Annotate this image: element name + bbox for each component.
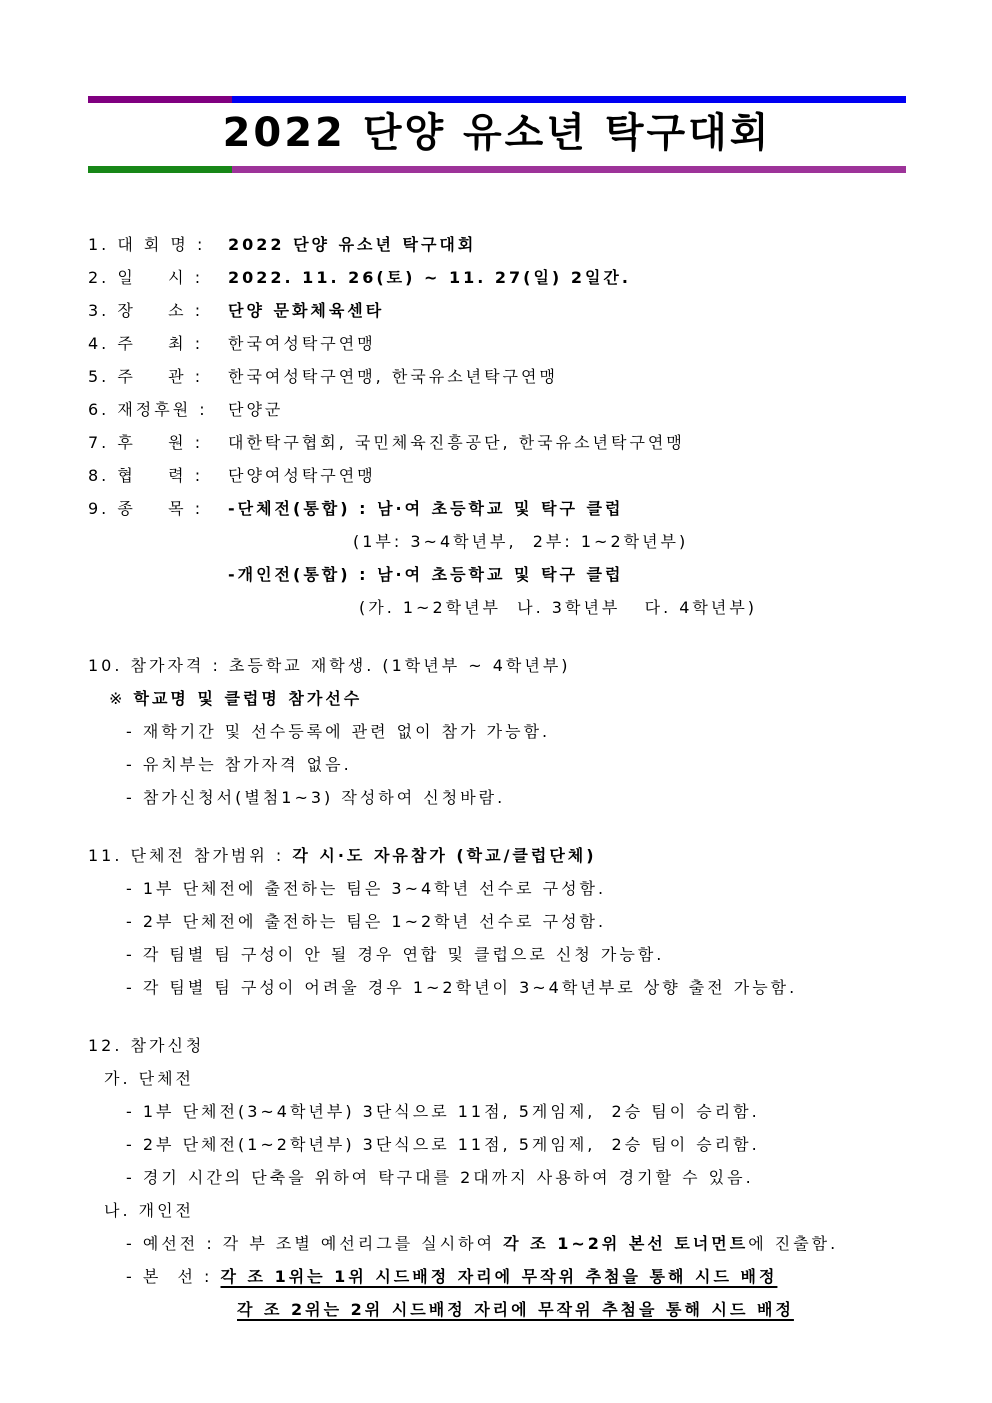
purple-segment [88,96,232,103]
text-run: 대한탁구협회, 국민체육진흥공단, 한국유소년탁구연맹 [228,433,685,452]
text-run: - 본 선 : [126,1267,221,1286]
doc-line [88,715,906,748]
text-run: 각 시·도 자유참가 (학교/클럽단체) [292,846,597,865]
title-block [88,96,906,173]
text-run: 가. 단체전 [104,1069,194,1088]
top-divider-bar [88,96,906,103]
magenta-segment [232,166,906,173]
doc-line [88,261,906,294]
text-run: 2022. 11. 26(토) ~ 11. 27(일) 2일간. [228,268,631,287]
doc-line [88,1293,906,1326]
text-run: - 재학기간 및 선수등록에 관련 없이 참가 가능함. [126,722,551,741]
line-label: 3. 장 소 : [88,301,212,320]
text-run: - 유치부는 참가자격 없음. [126,755,352,774]
doc-line [88,558,906,591]
line-label: 5. 주 관 : [88,367,212,386]
text-run: 한국여성탁구연맹 [228,334,376,353]
text-run: 10. 참가자격 : 초등학교 재학생. (1학년부 ~ 4학년부) [88,656,571,675]
document-page [88,0,906,1326]
text-run: 2022 단양 유소년 탁구대회 [228,235,477,254]
document-body [88,228,906,1326]
text-run: (가. 1~2학년부 나. 3학년부 다. 4학년부) [359,598,758,617]
line-label: 9. 종 목 : [88,499,212,518]
doc-line [88,872,906,905]
doc-line [88,1227,906,1260]
doc-line [88,748,906,781]
line-label: 6. 재정후원 : [88,400,216,419]
doc-line [88,1260,906,1293]
doc-line [88,459,906,492]
text-run: -단체전(통합) : 남·여 초등학교 및 탁구 클럽 [228,499,624,518]
doc-line [88,1194,906,1227]
text-run: 11. 단체전 참가범위 : [88,846,293,865]
text-run: 각 조 1~2위 본선 토너먼트 [503,1234,749,1253]
line-label: 4. 주 최 : [88,334,212,353]
text-run: - 경기 시간의 단축을 위하여 탁구대를 2대까지 사용하여 경기할 수 있음. [126,1168,754,1187]
line-label: 1. 대 회 명 : [88,235,214,254]
doc-line [88,839,906,872]
text-run: 단양 문화체육센타 [228,301,385,320]
doc-line [88,649,906,682]
text-run: -개인전(통합) : 남·여 초등학교 및 탁구 클럽 [228,565,624,584]
text-run: 각 조 1위는 1위 시드배정 자리에 무작위 추첨을 통해 시드 배정 [220,1267,778,1286]
line-label: 8. 협 력 : [88,466,212,485]
doc-line [88,1128,906,1161]
doc-line [88,971,906,1004]
text-run: - 각 팀별 팀 구성이 안 될 경우 연합 및 클럽으로 신청 가능함. [126,945,665,964]
doc-line [88,393,906,426]
line-label: 2. 일 시 : [88,268,212,287]
line-label: 7. 후 원 : [88,433,212,452]
doc-line [88,938,906,971]
doc-line [88,781,906,814]
text-run: - 1부 단체전에 출전하는 팀은 3~4학년 선수로 구성함. [126,879,607,898]
text-run: - 1부 단체전(3~4학년부) 3단식으로 11점, 5게임제, 2승 팀이 승리함. [126,1102,760,1121]
green-segment [88,166,232,173]
doc-line [88,1095,906,1128]
doc-line [88,905,906,938]
doc-line [88,294,906,327]
bottom-divider-bar [88,166,906,173]
text-run: 한국여성탁구연맹, 한국유소년탁구연맹 [228,367,558,386]
text-run: - 2부 단체전에 출전하는 팀은 1~2학년 선수로 구성함. [126,912,607,931]
doc-line [88,492,906,525]
doc-line [88,682,906,715]
doc-line [88,228,906,261]
blue-segment [232,96,906,103]
text-run: - 예선전 : 각 부 조별 예선리그를 실시하여 [126,1234,504,1253]
text-run: (1부: 3~4학년부, 2부: 1~2학년부) [353,532,689,551]
doc-line [88,360,906,393]
text-run: - 참가신청서(별첨1~3) 작성하여 신청바람. [126,788,506,807]
text-run: 학교명 및 클럽명 참가선수 [133,689,363,708]
text-run: 단양군 [228,400,284,419]
page-title: 2022 단양 유소년 탁구대회 [222,110,772,156]
doc-line [88,1029,906,1062]
text-run: 나. 개인전 [104,1201,194,1220]
text-run: 에 진출함. [748,1234,839,1253]
doc-line [88,525,906,558]
text-run: 각 조 2위는 2위 시드배정 자리에 무작위 추첨을 통해 시드 배정 [237,1300,794,1319]
text-run: 12. 참가신청 [88,1036,205,1055]
doc-line [88,1062,906,1095]
text-run: - 2부 단체전(1~2학년부) 3단식으로 11점, 5게임제, 2승 팀이 승리함. [126,1135,760,1154]
doc-line [88,591,906,624]
text-run: - 각 팀별 팀 구성이 어려울 경우 1~2학년이 3~4학년부로 상향 출전 가능함. [126,978,798,997]
doc-line [88,327,906,360]
text-run: ※ [109,689,134,708]
text-run: 단양여성탁구연맹 [228,466,376,485]
doc-line [88,1161,906,1194]
doc-line [88,426,906,459]
